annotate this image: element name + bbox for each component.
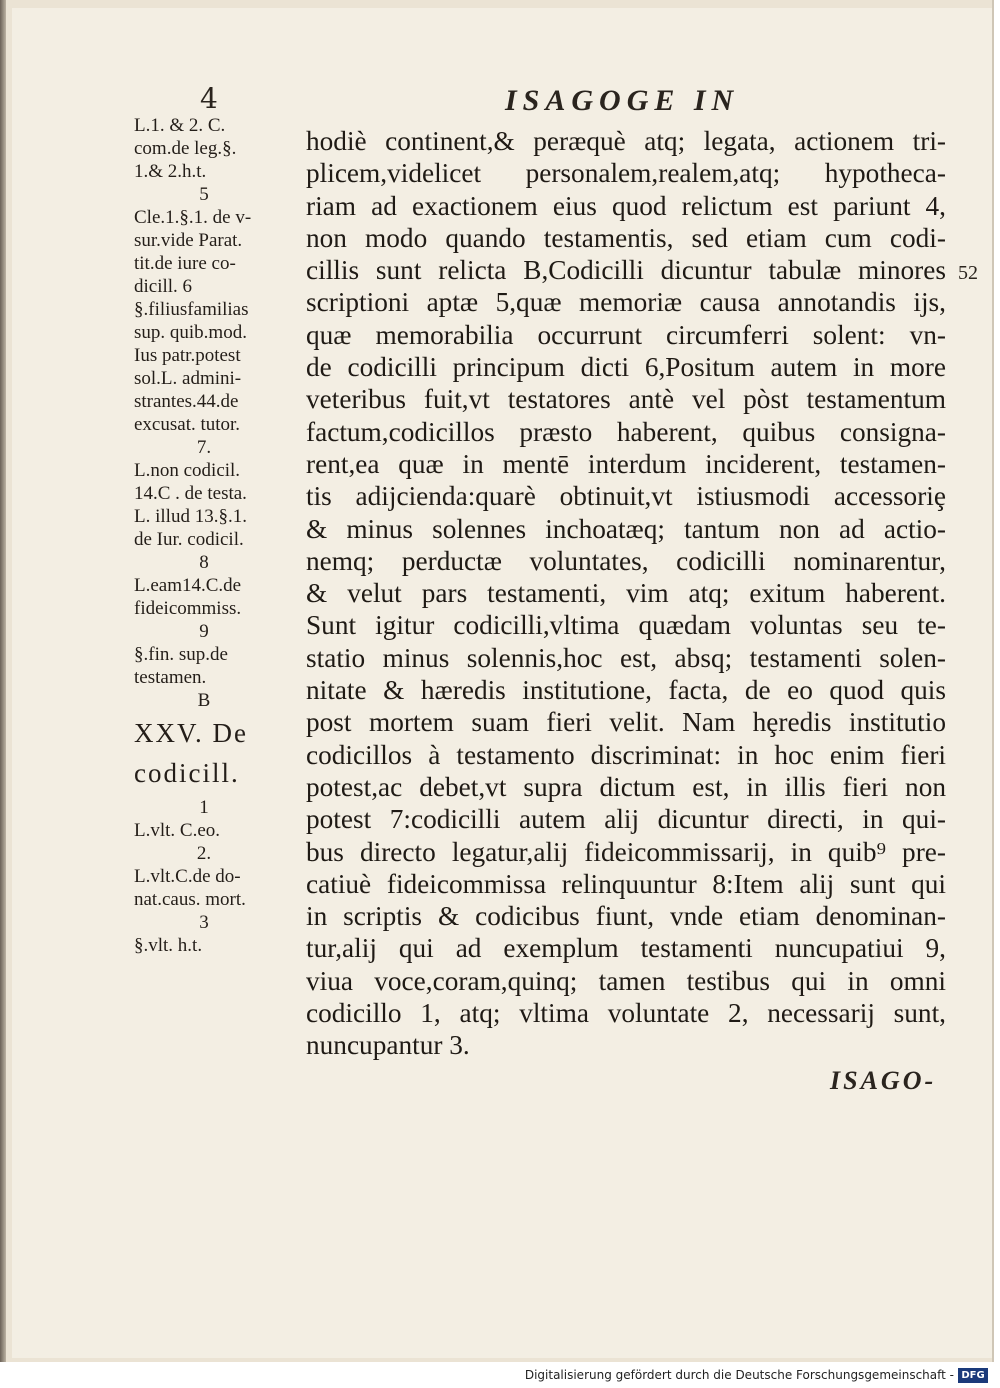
text-line: viua voce,coram,quinq; tamen testibus qui in omni — [306, 965, 946, 996]
margin-note: dicill. 6 — [134, 276, 193, 297]
margin-note: sup. quib.mod. — [134, 322, 247, 343]
margin-note-letter: B — [197, 690, 211, 711]
text-line: tis adijcienda:quarè obtinuit,vt istiusmodi accessoriȩ — [306, 481, 946, 512]
margin-note: §.filiusfamilias — [134, 299, 249, 320]
margin-note-number: 2. — [196, 843, 212, 864]
margin-note: 14.C . de testa. — [134, 483, 247, 504]
margin-note: strantes.44.de — [134, 391, 239, 412]
text-line: plicem,videlicet personalem,realem,atq; hypotheca- — [306, 158, 946, 189]
text-line: Sunt igitur codicilli,vltima quædam voluntas seu te- — [306, 610, 946, 641]
margin-note: testamen. — [134, 667, 207, 688]
margin-note: tit.de iure co- — [134, 253, 236, 274]
text-line: potest 7:codicilli autem alij dicuntur directi, in qui- — [306, 804, 946, 835]
text-line: codicillo 1, atq; vltima voluntate 2, necessarij sunt, — [306, 998, 946, 1029]
text-line: factum,codicillos præsto haberent, quibus consigna- — [306, 416, 946, 447]
text-line: potest,ac debet,vt supra dictum est, in illis fieri non — [306, 771, 946, 802]
margin-note-number: 9 — [199, 621, 209, 642]
margin-note-number: 8 — [199, 552, 209, 573]
text-line: cillis sunt relicta B,Codicilli dicuntur tabulæ minores — [306, 255, 946, 286]
margin-note: 1.& 2.h.t. — [134, 161, 207, 182]
text-line: & minus solennes inchoatæq; tantum non ad actio- — [306, 513, 946, 544]
text-line: nemq; perductæ voluntates, codicilli nominarentur, — [306, 545, 946, 576]
text-line: quæ memorabilia occurrunt circumferri solent: vn- — [306, 319, 946, 350]
margin-note: L.non codicil. — [134, 460, 241, 481]
margin-note: sol.L. admini- — [134, 368, 242, 389]
body-text — [306, 125, 946, 1062]
text-line: codicillos à testamento discriminat: in hoc enim fieri — [306, 739, 946, 770]
text-line: non modo quando testamentis, sed etiam cum codi- — [306, 222, 946, 253]
margin-note: §.fin. sup.de — [134, 644, 228, 665]
margin-note-number: 3 — [199, 912, 209, 933]
text-line: catiuè fideicommissa relinquuntur 8:Item alij sunt qui — [306, 868, 946, 899]
funding-note: Digitalisierung gefördert durch die Deutsche Forschungsgemeinschaft - — [524, 1368, 954, 1382]
margin-note: excusat. tutor. — [134, 414, 241, 435]
margin-note: Ius patr.potest — [134, 345, 241, 366]
facing-page-number: 52 — [958, 262, 978, 284]
margin-notes — [134, 114, 304, 957]
dfg-logo: DFG — [958, 1368, 988, 1383]
margin-note-number: 7. — [196, 437, 212, 458]
text-line: tur,alij qui ad exemplum testamenti nuncupatiui 9, — [306, 933, 946, 964]
text-line: in scriptis & codicibus fiunt, vnde etiam denominan- — [306, 901, 946, 932]
text-line: rent,ea quæ in mentē interdum inciderent, testamen- — [306, 448, 946, 479]
text-line: riam ad exactionem eius quod relictum est pariunt 4, — [306, 190, 946, 221]
margin-note-number: 1 — [199, 797, 209, 818]
text-line: scriptioni aptæ 5,quæ memoriæ causa annotandis ijs, — [306, 287, 946, 318]
text-line: statio minus solennis,hoc est, absq; testamenti solen- — [306, 642, 946, 673]
margin-note: L.vlt.C.de do- — [134, 866, 241, 887]
margin-note: L.vlt. C.eo. — [134, 820, 221, 841]
margin-note: Cle.1.§.1. de v- — [134, 207, 252, 228]
margin-note: L. illud 13.§.1. — [134, 506, 247, 527]
page-number: 4 — [200, 82, 218, 115]
margin-note: de Iur. codicil. — [134, 529, 244, 550]
margin-note: L.1. & 2. C. — [134, 115, 226, 136]
text-line: post mortem suam fieri velit. Nam hȩredis institutio — [306, 707, 946, 738]
text-line: bus directo legatur,alij fideicommissarij, in quib⁹ pre- — [306, 836, 946, 867]
text-line: veteribus fuit,vt testatores antè vel pòst testamentum — [306, 384, 946, 415]
margin-note: L.eam14.C.de — [134, 575, 242, 596]
text-line: & velut pars testamenti, vim atq; exitum haberent. — [306, 578, 946, 609]
margin-note: fideicommiss. — [134, 598, 242, 619]
text-line: hodiè continent,& peræquè atq; legata, actionem tri- — [306, 126, 946, 156]
margin-note-number: 5 — [199, 184, 209, 205]
margin-note: §.vlt. h.t. — [134, 935, 203, 956]
running-title: ISAGOGE IN — [505, 84, 740, 117]
margin-note: com.de leg.§. — [134, 138, 237, 159]
text-line: nitate & hæredis institutione, facta, de eo quod quis — [306, 675, 946, 706]
footer-strip — [0, 1364, 1000, 1388]
section-heading: codicill. — [134, 758, 240, 788]
text-line: nuncupantur 3. — [306, 1030, 470, 1061]
margin-note: sur.vide Parat. — [134, 230, 243, 251]
catchword: ISAGO- — [830, 1066, 937, 1095]
margin-note: nat.caus. mort. — [134, 889, 246, 910]
text-line: de codicilli principum dicti 6,Positum autem in more — [306, 352, 946, 383]
page-gutter-shadow — [0, 0, 6, 1362]
section-heading: XXV. De — [134, 718, 248, 748]
